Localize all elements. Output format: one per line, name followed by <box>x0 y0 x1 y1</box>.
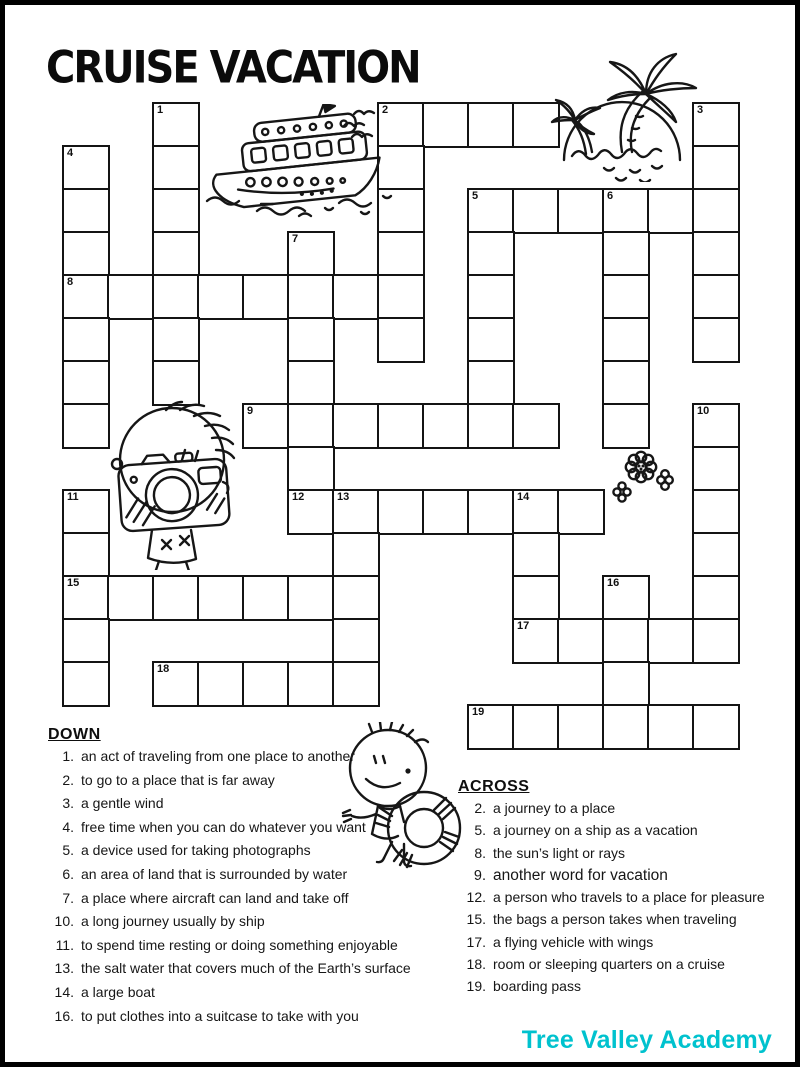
cell-number: 9 <box>247 405 254 417</box>
grid-cell[interactable] <box>557 618 605 664</box>
down-heading: DOWN <box>48 726 101 743</box>
clue-text: a flying vehicle with wings <box>493 933 654 950</box>
grid-cell[interactable] <box>512 704 560 750</box>
grid-cell[interactable] <box>512 188 560 234</box>
clue-number: 8. <box>474 844 486 861</box>
clue-text: the bags a person takes when traveling <box>493 911 737 928</box>
grid-cell[interactable] <box>602 317 650 363</box>
clue-item <box>458 822 792 844</box>
grid-cell[interactable] <box>602 704 650 750</box>
grid-cell[interactable] <box>107 575 155 621</box>
cell-number: 13 <box>337 491 350 503</box>
cell-number: 18 <box>157 663 170 675</box>
clue-text: to go to a place that is far away <box>81 771 275 788</box>
cell-number: 10 <box>697 405 710 417</box>
clue-text: free time when you can do whatever you want <box>81 818 366 835</box>
cell-number: 5 <box>472 190 479 202</box>
grid-cell[interactable] <box>512 618 560 664</box>
grid-cell[interactable] <box>467 360 515 406</box>
cell-number: 7 <box>292 233 299 245</box>
cell-number: 12 <box>292 491 305 503</box>
clue-number: 5. <box>62 842 74 859</box>
grid-cell[interactable] <box>287 317 335 363</box>
grid-cell[interactable] <box>512 403 560 449</box>
clue-number: 11. <box>55 936 74 953</box>
grid-cell[interactable] <box>152 661 200 707</box>
grid-cell[interactable] <box>287 360 335 406</box>
grid-cell[interactable] <box>377 403 425 449</box>
grid-cell[interactable] <box>287 661 335 707</box>
clue-text: a large boat <box>81 983 155 1000</box>
clue-item <box>48 984 420 1008</box>
grid-cell[interactable] <box>602 618 650 664</box>
grid-cell[interactable] <box>692 446 740 492</box>
grid-cell[interactable] <box>467 704 515 750</box>
grid-cell[interactable] <box>602 188 650 234</box>
across-clue-list <box>458 800 792 1001</box>
clue-item <box>458 934 792 956</box>
clue-item <box>458 889 792 911</box>
kid-with-camera-illustration <box>102 398 248 570</box>
grid-cell[interactable] <box>647 704 695 750</box>
grid-cell[interactable] <box>287 403 335 449</box>
grid-cell[interactable] <box>422 403 470 449</box>
grid-cell[interactable] <box>62 145 110 191</box>
cell-number: 2 <box>382 104 389 116</box>
clue-number: 16. <box>54 1007 74 1024</box>
grid-cell[interactable] <box>692 274 740 320</box>
grid-cell[interactable] <box>692 403 740 449</box>
grid-cell[interactable] <box>602 661 650 707</box>
grid-cell[interactable] <box>332 403 380 449</box>
clue-number: 18. <box>466 956 486 973</box>
grid-cell[interactable] <box>287 489 335 535</box>
clue-text: room or sleeping quarters on a cruise <box>493 956 725 973</box>
clue-number: 7. <box>62 889 74 906</box>
grid-cell[interactable] <box>287 446 335 492</box>
clue-item <box>458 867 792 889</box>
grid-cell[interactable] <box>332 274 380 320</box>
grid-cell[interactable] <box>287 231 335 277</box>
grid-cell[interactable] <box>602 403 650 449</box>
grid-cell[interactable] <box>692 575 740 621</box>
grid-cell[interactable] <box>152 231 200 277</box>
grid-cell[interactable] <box>197 274 245 320</box>
clue-text: a gentle wind <box>81 795 164 812</box>
grid-cell[interactable] <box>467 188 515 234</box>
grid-cell[interactable] <box>557 489 605 535</box>
cell-number: 4 <box>67 147 74 159</box>
clue-text: a journey to a place <box>493 800 616 816</box>
grid-cell[interactable] <box>242 575 290 621</box>
grid-cell[interactable] <box>467 102 515 148</box>
clue-text: a device used for taking photographs <box>81 842 311 859</box>
cell-number: 16 <box>607 577 620 589</box>
clue-text: an area of land that is surrounded by water <box>81 865 348 882</box>
page-title: CRUISE VACATION <box>46 42 420 94</box>
clue-number: 10. <box>54 913 74 930</box>
clue-number: 6. <box>62 865 74 882</box>
clue-text: a long journey usually by ship <box>81 913 265 930</box>
grid-cell[interactable] <box>602 231 650 277</box>
clue-text: a journey on a ship as a vacation <box>493 822 698 839</box>
grid-cell[interactable] <box>602 575 650 621</box>
grid-cell[interactable] <box>467 403 515 449</box>
clue-item <box>48 890 420 914</box>
grid-cell[interactable] <box>692 489 740 535</box>
grid-cell[interactable] <box>467 274 515 320</box>
clue-item <box>458 800 792 822</box>
grid-cell[interactable] <box>152 145 200 191</box>
grid-cell[interactable] <box>62 575 110 621</box>
clue-item <box>48 913 420 937</box>
across-heading: ACROSS <box>458 778 530 795</box>
grid-cell[interactable] <box>692 317 740 363</box>
cell-number: 6 <box>607 190 614 202</box>
clue-text: the sun’s light or rays <box>493 844 626 861</box>
grid-cell[interactable] <box>692 704 740 750</box>
clue-number: 5. <box>474 822 486 839</box>
grid-cell[interactable] <box>152 317 200 363</box>
clue-item <box>48 937 420 961</box>
clue-text: to put clothes into a suitcase to take with you <box>81 1007 359 1024</box>
flowers-illustration <box>610 450 674 504</box>
grid-cell[interactable] <box>602 360 650 406</box>
clue-text: boarding pass <box>493 978 581 995</box>
grid-cell[interactable] <box>377 317 425 363</box>
clue-item <box>458 956 792 978</box>
grid-cell[interactable] <box>287 575 335 621</box>
grid-cell[interactable] <box>332 489 380 535</box>
clue-text: a person who travels to a place for pleasure <box>493 889 765 906</box>
cell-number: 3 <box>697 104 704 116</box>
clue-number: 17. <box>466 933 486 950</box>
grid-cell[interactable] <box>62 317 110 363</box>
grid-cell[interactable] <box>467 489 515 535</box>
grid-cell[interactable] <box>287 274 335 320</box>
grid-cell[interactable] <box>152 102 200 148</box>
grid-cell[interactable] <box>512 575 560 621</box>
clue-item <box>458 978 792 1000</box>
clue-number: 13. <box>54 960 74 977</box>
grid-cell[interactable] <box>647 188 695 234</box>
grid-cell[interactable] <box>62 274 110 320</box>
clue-item <box>48 1008 420 1032</box>
grid-cell[interactable] <box>557 704 605 750</box>
cell-number: 1 <box>157 104 164 116</box>
grid-cell[interactable] <box>152 274 200 320</box>
cell-number: 14 <box>517 491 530 503</box>
kid-with-swim-ring-illustration <box>336 722 464 870</box>
clue-number: 12. <box>466 889 486 906</box>
clue-number: 14. <box>54 983 74 1000</box>
clue-number: 2. <box>62 771 74 788</box>
grid-cell[interactable] <box>332 532 380 578</box>
grid-cell[interactable] <box>62 618 110 664</box>
grid-cell[interactable] <box>107 274 155 320</box>
grid-cell[interactable] <box>332 661 380 707</box>
grid-cell[interactable] <box>512 532 560 578</box>
clue-text: another word for vacation <box>493 866 668 884</box>
grid-cell[interactable] <box>62 661 110 707</box>
cell-number: 11 <box>67 491 79 503</box>
clue-number: 2. <box>474 800 486 816</box>
grid-cell[interactable] <box>422 102 470 148</box>
cell-number: 19 <box>472 706 485 718</box>
clue-text: an act of traveling from one place to another <box>81 748 355 764</box>
grid-cell[interactable] <box>467 317 515 363</box>
grid-cell[interactable] <box>242 403 290 449</box>
grid-cell[interactable] <box>62 231 110 277</box>
grid-cell[interactable] <box>332 618 380 664</box>
grid-cell[interactable] <box>647 618 695 664</box>
clue-number: 1. <box>62 748 74 764</box>
grid-cell[interactable] <box>377 231 425 277</box>
clue-number: 9. <box>473 867 486 884</box>
grid-cell[interactable] <box>152 575 200 621</box>
grid-cell[interactable] <box>512 489 560 535</box>
clue-text: the salt water that covers much of the Earth’s surface <box>81 960 411 977</box>
clue-item <box>48 960 420 984</box>
grid-cell[interactable] <box>332 575 380 621</box>
grid-cell[interactable] <box>422 489 470 535</box>
grid-cell[interactable] <box>197 575 245 621</box>
clue-number: 15. <box>466 911 486 928</box>
grid-cell[interactable] <box>692 532 740 578</box>
grid-cell[interactable] <box>557 188 605 234</box>
grid-cell[interactable] <box>242 274 290 320</box>
grid-cell[interactable] <box>602 274 650 320</box>
grid-cell[interactable] <box>197 661 245 707</box>
cell-number: 8 <box>67 276 74 288</box>
grid-cell[interactable] <box>242 661 290 707</box>
seagulls-illustration <box>340 104 392 146</box>
brand-text: Tree Valley Academy <box>521 1026 772 1054</box>
clue-text: to spend time resting or doing something enjoyable <box>81 936 398 953</box>
grid-cell[interactable] <box>152 188 200 234</box>
clue-number: 3. <box>62 795 74 812</box>
grid-cell[interactable] <box>692 231 740 277</box>
grid-cell[interactable] <box>692 618 740 664</box>
clue-text: a place where aircraft can land and take off <box>81 889 349 906</box>
grid-cell[interactable] <box>377 274 425 320</box>
cell-number: 17 <box>517 620 530 632</box>
grid-cell[interactable] <box>692 188 740 234</box>
across-clues-section <box>458 778 792 1001</box>
grid-cell[interactable] <box>467 231 515 277</box>
cell-number: 15 <box>67 577 80 589</box>
grid-cell[interactable] <box>62 188 110 234</box>
clue-number: 19. <box>466 978 486 995</box>
clue-number: 4. <box>62 818 74 835</box>
clue-item <box>458 911 792 933</box>
clue-item <box>458 845 792 867</box>
palm-island-illustration <box>548 50 704 182</box>
grid-cell[interactable] <box>377 489 425 535</box>
